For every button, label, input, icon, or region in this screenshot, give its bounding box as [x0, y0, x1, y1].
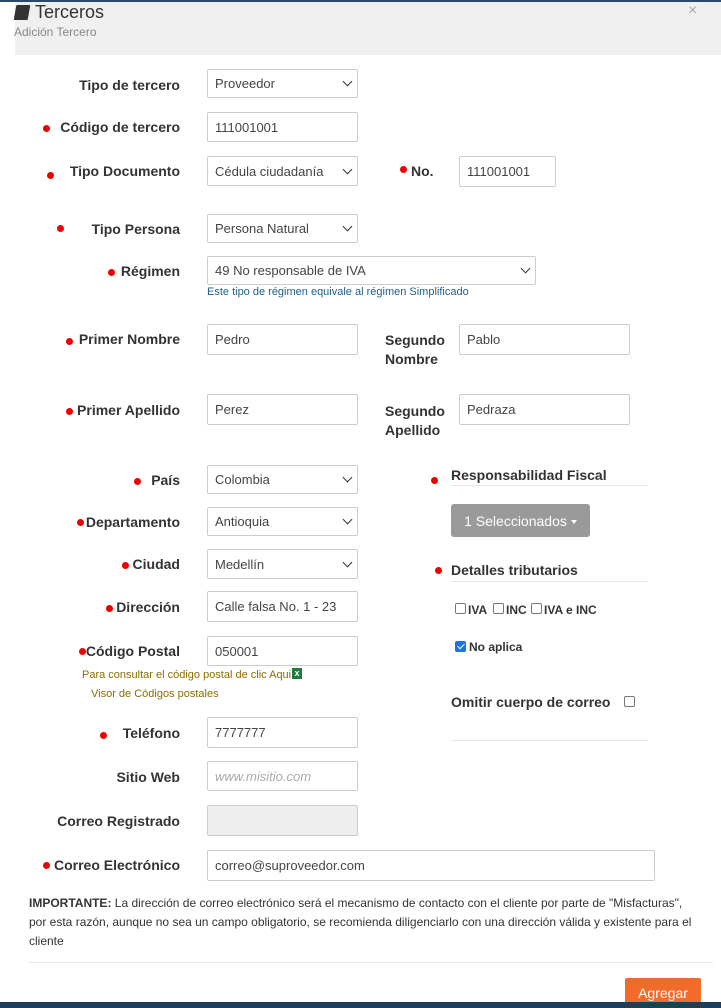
input-telefono[interactable]: 7777777: [207, 717, 358, 748]
label-correo-electronico: Correo Electrónico: [53, 857, 180, 873]
label-codigo-postal: Código Postal: [85, 643, 180, 659]
agregar-button[interactable]: Agregar: [625, 978, 701, 1008]
select-departamento-value: Antioquia: [215, 514, 270, 529]
important-note-text: La dirección de correo electrónico será el mecanismo de contacto con el cliente por parte de "Misfacturas", por esta razón, aunque no sea un campo obligatorio, se recomienda diligenciarlo con una dirección válida y existente para el cliente: [29, 896, 692, 948]
window-bottom-border: [0, 1002, 721, 1008]
chevron-down-icon: [521, 264, 531, 274]
modal-title: [15, 2, 104, 23]
checkbox-inc[interactable]: [493, 603, 504, 614]
important-note: [29, 894, 694, 951]
select-ciudad-value: Medellín: [215, 556, 265, 572]
required-indicator: [43, 862, 50, 869]
label-ciudad: Ciudad: [132, 556, 180, 572]
label-segundo-apellido-line1: Segundo: [385, 403, 445, 419]
checkbox-inc-label: INC: [506, 603, 527, 617]
label-codigo-tercero: Código de tercero: [60, 119, 180, 135]
select-tipo-documento-value: Cédula ciudadanía: [215, 163, 324, 179]
input-sitio-web[interactable]: www.misitio.com: [207, 761, 358, 791]
label-pais: País: [151, 472, 180, 488]
divider: [451, 740, 648, 741]
select-regimen[interactable]: [207, 256, 536, 285]
checkbox-iva[interactable]: [455, 603, 466, 614]
divider: [451, 485, 648, 486]
select-pais-value: Colombia: [215, 472, 270, 487]
input-segundo-apellido[interactable]: Pedraza: [459, 394, 630, 425]
select-pais[interactable]: [207, 465, 358, 494]
input-codigo-postal[interactable]: 050001: [207, 636, 358, 666]
label-sitio-web: Sitio Web: [116, 769, 180, 785]
modal-header: [15, 2, 721, 55]
input-codigo-tercero[interactable]: 111001001: [207, 112, 358, 142]
required-indicator: [66, 338, 73, 345]
label-segundo-apellido: [385, 402, 445, 440]
required-indicator: [431, 477, 438, 484]
required-indicator: [122, 562, 129, 569]
omitir-cuerpo-correo-label: Omitir cuerpo de correo: [451, 694, 611, 710]
chevron-down-icon: [343, 222, 353, 232]
required-indicator: [106, 605, 113, 612]
required-indicator: [66, 408, 73, 415]
label-telefono: Teléfono: [122, 725, 180, 741]
input-primer-apellido[interactable]: Perez: [207, 394, 358, 425]
select-tipo-persona-value: Persona Natural: [215, 221, 309, 236]
label-primer-apellido: Primer Apellido: [77, 402, 180, 418]
label-segundo-nombre: [385, 331, 445, 369]
input-direccion[interactable]: Calle falsa No. 1 - 23: [207, 591, 358, 622]
chevron-down-icon: [343, 515, 353, 525]
required-indicator: [108, 269, 115, 276]
responsabilidad-fiscal-selected-count: 1 Seleccionados: [464, 512, 567, 529]
required-indicator: [77, 519, 84, 526]
label-departamento: Departamento: [85, 514, 180, 530]
label-segundo-apellido-line2: Apellido: [385, 422, 441, 438]
important-note-strong: IMPORTANTE:: [29, 896, 112, 910]
required-indicator: [47, 172, 54, 179]
label-tipo-documento: Tipo Documento: [69, 163, 180, 179]
divider: [451, 581, 648, 582]
book-icon: [14, 5, 31, 20]
link-consultar-codigo-postal[interactable]: Para consultar el código postal de clic Aqui: [82, 669, 292, 681]
select-tipo-persona[interactable]: [207, 214, 358, 243]
detalles-tributarios-title: Detalles tributarios: [451, 562, 578, 578]
label-tipo-tercero: Tipo de tercero: [79, 77, 180, 93]
modal-title-text: Terceros: [35, 2, 105, 22]
input-numero-documento[interactable]: 111001001: [459, 156, 556, 187]
input-primer-nombre[interactable]: Pedro: [207, 324, 358, 355]
chevron-down-icon: [343, 473, 353, 483]
chevron-down-icon: [343, 557, 353, 567]
required-indicator: [57, 225, 64, 232]
select-tipo-documento[interactable]: [207, 156, 358, 186]
required-indicator: [435, 567, 442, 574]
divider: [29, 962, 713, 963]
chevron-down-icon: [343, 164, 353, 174]
caret-down-icon: [571, 520, 577, 524]
chevron-down-icon: [343, 77, 353, 87]
label-segundo-nombre-line2: Nombre: [385, 351, 438, 367]
input-correo-registrado: [207, 805, 358, 836]
label-segundo-nombre-line1: Segundo: [385, 332, 445, 348]
close-icon[interactable]: ×: [688, 2, 698, 19]
select-ciudad[interactable]: [207, 549, 358, 579]
responsabilidad-fiscal-dropdown-button[interactable]: [451, 504, 590, 537]
required-indicator: [134, 478, 141, 485]
select-tipo-tercero[interactable]: [207, 69, 358, 98]
required-indicator: [100, 732, 107, 739]
responsabilidad-fiscal-title: Responsabilidad Fiscal: [451, 467, 607, 483]
checkbox-omitir-cuerpo-correo[interactable]: [624, 696, 635, 707]
checkbox-no-aplica[interactable]: [455, 641, 466, 652]
select-regimen-value: 49 No responsable de IVA: [215, 263, 366, 278]
checkbox-iva-e-inc[interactable]: [531, 603, 542, 614]
checkbox-iva-e-inc-label: IVA e INC: [544, 603, 597, 617]
label-direccion: Dirección: [116, 599, 180, 615]
required-indicator: [43, 125, 50, 132]
checkbox-iva-label: IVA: [468, 603, 488, 617]
input-segundo-nombre[interactable]: Pablo: [459, 324, 630, 355]
select-departamento[interactable]: [207, 507, 358, 536]
label-regimen: Régimen: [120, 263, 180, 279]
checkbox-no-aplica-label: No aplica: [469, 640, 523, 654]
required-indicator: [400, 166, 407, 173]
label-numero: No.: [411, 163, 434, 179]
select-tipo-tercero-value: Proveedor: [215, 76, 275, 91]
modal-subtitle: Adición Tercero: [14, 25, 97, 39]
label-tipo-persona: Tipo Persona: [91, 221, 180, 237]
regimen-help-text: Este tipo de régimen equivale al régimen Simplificado: [207, 286, 469, 298]
label-correo-registrado: Correo Registrado: [57, 813, 180, 829]
input-correo-electronico[interactable]: correo@suproveedor.com: [207, 850, 655, 881]
label-primer-nombre: Primer Nombre: [78, 331, 180, 347]
excel-file-icon[interactable]: x: [292, 668, 302, 679]
link-visor-codigos-postales[interactable]: Visor de Códigos postales: [91, 688, 219, 700]
